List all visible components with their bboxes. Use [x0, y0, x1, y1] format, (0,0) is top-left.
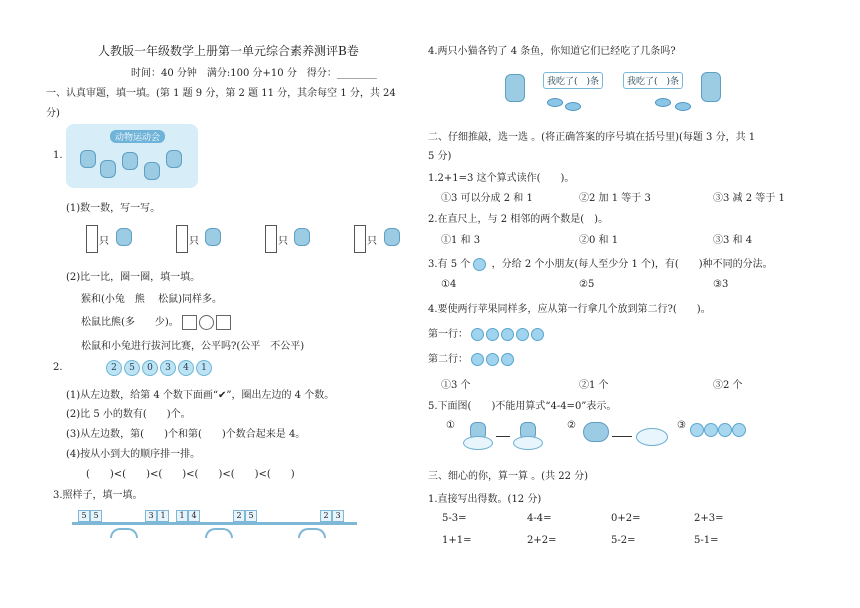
- answer-circle[interactable]: [199, 315, 214, 330]
- section1-heading-cont: 分): [46, 108, 60, 119]
- count-box-bear[interactable]: [176, 225, 188, 253]
- item-icon: [718, 423, 732, 437]
- number-ball: 3: [160, 360, 176, 376]
- q2-2-text: (2)比 5 小的数有( )个。: [66, 409, 191, 420]
- choice1-text: 1.2+1=3 这个算式读作( )。: [428, 173, 575, 184]
- speech-bubble: 我吃了( )条: [623, 72, 683, 89]
- q2-3-text: (3)从左边数，第( )个和第( )个数合起来是 4。: [66, 429, 306, 440]
- apple-icon: [516, 328, 529, 341]
- apple-icon: [471, 328, 484, 341]
- scale-number: 5: [245, 510, 257, 522]
- count-box-rabbit[interactable]: [265, 225, 277, 253]
- unit-label: 只: [367, 236, 377, 247]
- scale-number: 2: [233, 510, 245, 522]
- calc-item: 4-4=: [527, 513, 552, 524]
- bear-icon: [205, 228, 221, 246]
- arrow-icon: [612, 436, 632, 437]
- exam-meta-text: 时间：40 分钟 满分:100 分+10 分 得分：: [131, 68, 337, 79]
- choice1-option: ③3 减 2 等于 1: [713, 193, 785, 204]
- choice2-option: ①1 和 3: [441, 235, 481, 246]
- choice1-option: ②2 加 1 等于 3: [579, 193, 651, 204]
- figure-mark-1: ①: [446, 420, 455, 431]
- fish-icon: [547, 98, 563, 107]
- q2-order-blanks: ( )<( )<( )<( )<( )<( ): [86, 469, 295, 480]
- choice4-option: ②1 个: [579, 380, 609, 391]
- pear-pile-icon: [583, 422, 609, 442]
- scale-beam: [262, 522, 357, 525]
- scale-base: [298, 528, 326, 538]
- plate-icon: [513, 436, 543, 450]
- choice3-text-b: ，分给 2 个小朋友(每人至少分 1 个)，有( )种不同的分法。: [491, 259, 773, 270]
- q1-2b-text: 松鼠比熊(多 少)。: [81, 317, 179, 328]
- rabbit-figure: [122, 152, 138, 170]
- scale-number: 5: [78, 510, 90, 522]
- q1-2a-text: 猴和(小兔 熊 松鼠)同样多。: [81, 294, 222, 305]
- scale-number: 3: [332, 510, 344, 522]
- number-ball: 2: [106, 360, 122, 376]
- calc-item: 1+1=: [442, 535, 472, 546]
- section1-heading: 一、认真审题，填一填。(第 1 题 9 分，第 2 题 11 分，其余每空 1 分，共 24: [46, 88, 396, 99]
- arrow-icon: [496, 436, 510, 437]
- scale-base: [205, 528, 233, 538]
- number-ball: 5: [124, 360, 140, 376]
- choice4-option: ③2 个: [713, 380, 743, 391]
- apple-row-1: [428, 325, 546, 341]
- q1-number: 1.: [53, 150, 63, 161]
- score-blank: ________: [336, 68, 377, 79]
- choice3-text-a: 3.有 5 个: [428, 259, 471, 270]
- count-box-squirrel[interactable]: [354, 225, 366, 253]
- choice3-option: ③3: [713, 279, 729, 290]
- figure-mark-3: ③: [677, 420, 686, 431]
- fish-icon: [655, 98, 671, 107]
- item-icon: [704, 423, 718, 437]
- q1-2c-text: 松鼠和小兔进行拔河比赛，公平吗?(公平 不公平): [81, 341, 305, 352]
- monkey-icon: [116, 228, 132, 246]
- scale-number: 5: [90, 510, 102, 522]
- choice2-option: ③3 和 4: [713, 235, 753, 246]
- answer-square[interactable]: [216, 315, 231, 330]
- monkey-figure: [80, 150, 96, 168]
- calc-item: 5-3=: [442, 513, 467, 524]
- calc-item: 2+2=: [527, 535, 557, 546]
- unit-label: 只: [278, 236, 288, 247]
- figure-mark-2: ②: [567, 420, 576, 431]
- calc-item: 0+2=: [611, 513, 641, 524]
- page-title: 人教版一年级数学上册第一单元综合素养测评B卷: [98, 44, 359, 58]
- speech-bubble: 我吃了( )条: [543, 72, 603, 89]
- bear-figure: [100, 160, 116, 178]
- section2-heading-cont: 5 分): [428, 151, 452, 162]
- apple-icon: [501, 328, 514, 341]
- scale-number: 4: [188, 510, 200, 522]
- apple-icon: [531, 328, 544, 341]
- section2-heading: 二、仔细推敲，选一选 。(将正确答案的序号填在括号里)(每题 3 分，共 1: [428, 132, 756, 143]
- sports-meet-picture: [66, 124, 198, 188]
- q3-text: 3.照样子，填一填。: [53, 490, 143, 501]
- choice2-text: 2.在直尺上，与 2 相邻的两个数是( )。: [428, 214, 609, 225]
- scale-beam: [172, 522, 262, 525]
- scale-beam: [72, 522, 172, 525]
- cat-figure: [505, 74, 525, 102]
- q2-1-text: (1)从左边数，给第 4 个数下面画“✔”，圈出左边的 4 个数。: [66, 390, 335, 401]
- choice1-option: ①3 可以分成 2 和 1: [441, 193, 533, 204]
- apple-icon: [486, 328, 499, 341]
- count-box-monkey[interactable]: [86, 225, 98, 253]
- cats-fishing-picture: [505, 68, 725, 116]
- monkey-figure: [166, 150, 182, 168]
- scale-number: 2: [320, 510, 332, 522]
- rabbit-icon: [294, 228, 310, 246]
- squirrel-figure: [144, 162, 160, 180]
- unit-label: 只: [99, 236, 109, 247]
- row1-label: 第一行：: [428, 329, 468, 340]
- choice5-text: 5.下面图( )不能用算式“4-4=0”表示。: [428, 401, 617, 412]
- choice3-option: ②5: [579, 279, 595, 290]
- calc-item: 2+3=: [694, 513, 724, 524]
- calc-item: 5-2=: [611, 535, 636, 546]
- scale-number: 1: [176, 510, 188, 522]
- choice2-option: ②0 和 1: [579, 235, 619, 246]
- q1-2b-line: [81, 313, 233, 330]
- exam-meta: [131, 64, 377, 79]
- number-ball: 1: [196, 360, 212, 376]
- unit-label: 只: [189, 236, 199, 247]
- section3-heading: 三、细心的你，算一算 。(共 22 分): [428, 471, 589, 482]
- s1-text: 1.直接写出得数。(12 分): [428, 494, 542, 505]
- choice4-option: ①3 个: [441, 380, 471, 391]
- plate-icon: [463, 436, 493, 450]
- q2-4-text: (4)按从小到大的顺序排一排。: [66, 449, 201, 460]
- fish-icon: [675, 102, 691, 111]
- apple-icon: [471, 353, 484, 366]
- scale-number: 1: [157, 510, 169, 522]
- sports-meet-banner: 动物运动会: [110, 130, 165, 143]
- apple-icon: [473, 258, 486, 271]
- choice3-line: [428, 255, 773, 271]
- answer-square[interactable]: [182, 315, 197, 330]
- number-ball: 4: [178, 360, 194, 376]
- q1-2-text: (2)比一比，圈一圈，填一填。: [66, 272, 201, 283]
- q4-text: 4.两只小猫各钓了 4 条鱼，你知道它们已经吃了几条吗?: [428, 46, 676, 57]
- scale-base: [110, 528, 138, 538]
- apple-icon: [501, 353, 514, 366]
- row2-label: 第二行：: [428, 354, 468, 365]
- q1-1-text: (1)数一数，写一写。: [66, 203, 161, 214]
- squirrel-icon: [384, 228, 400, 246]
- choice4-text: 4.要使两行苹果同样多，应从第一行拿几个放到第二行?( )。: [428, 304, 711, 315]
- apple-row-2: [428, 350, 516, 366]
- item-icon: [690, 423, 704, 437]
- apple-icon: [486, 353, 499, 366]
- item-icon: [732, 423, 746, 437]
- scale-number: 3: [145, 510, 157, 522]
- calc-item: 5-1=: [694, 535, 719, 546]
- number-ball: 0: [142, 360, 158, 376]
- choice3-option: ①4: [441, 279, 457, 290]
- cat-figure: [701, 72, 721, 102]
- plate-icon: [636, 428, 668, 446]
- fish-icon: [565, 102, 581, 111]
- q2-number: 2.: [53, 362, 63, 373]
